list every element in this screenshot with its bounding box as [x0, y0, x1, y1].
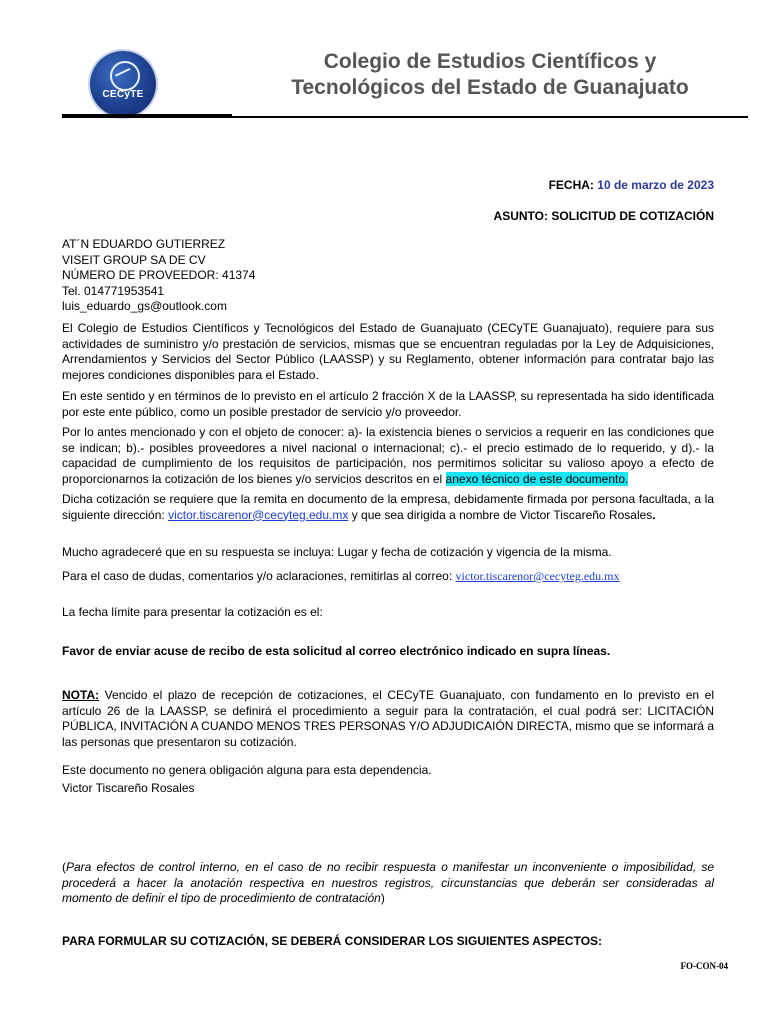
addressee-email: luis_eduardo_gs@outlook.com: [62, 299, 227, 313]
date-value: 10 de marzo de 2023: [597, 178, 714, 192]
paragraph-5: Mucho agradeceré que en su respuesta se incluya: Lugar y fecha de cotización y vigencia de la misma.: [62, 545, 612, 559]
note-paragraph: NOTA: Vencido el plazo de recepción de cotizaciones, el CECyTE Guanajuato, con fundamento en lo previsto en el artículo 26 de la LAASSP, se definirá el procedimiento a seguir para la contratación, el cual podrá ser: LICITACIÓN PÚBLICA, INVITACIÓN A CUANDO MENOS TRES PERSONAS Y/O ADJUDICAIÓN DIRECTA, mismo que se informará a las personas que presentaron su cotización.: [62, 688, 714, 749]
subject-line: ASUNTO: SOLICITUD DE COTIZACIÓN: [493, 209, 714, 223]
date-line: [549, 178, 714, 192]
acknowledgement-request: Favor de enviar acuse de recibo de esta solicitud al correo electrónico indicado en supra líneas.: [62, 644, 611, 658]
paragraph-3-text: Por lo antes mencionado y con el objeto de conocer: a)- la existencia bienes o servicios a requerir en las condiciones que se indican; b).- posibles proveedores a nivel nacional o internacional; c).- el precio estimado de lo requerido, y d).- la capacidad de cumplimiento de los requisitos de participación, nos permitimos solicitar su valioso apoyo a efecto de proporcionarnos la cotización de los bienes y/o servicios descritos en el: [62, 425, 714, 486]
aspects-heading: PARA FORMULAR SU COTIZACIÓN, SE DEBERÁ CONSIDERAR LOS SIGUIENTES ASPECTOS:: [62, 934, 603, 948]
addressee-company: VISEIT GROUP SA DE CV: [62, 252, 206, 267]
no-obligation-line: Este documento no genera obligación alguna para esta dependencia.: [62, 763, 432, 777]
addressee-supplier-number: NÚMERO DE PROVEEDOR: 41374: [62, 268, 256, 282]
addressee-phone: Tel. 014771953541: [62, 283, 165, 298]
date-label: FECHA:: [548, 178, 594, 192]
institution-title: [270, 49, 710, 101]
deadline-line: La fecha límite para presentar la cotización es el:: [62, 605, 323, 619]
form-code: FO-CON-04: [680, 961, 728, 971]
contact-email-link-2[interactable]: victor.tiscarenor@cecyteg.edu.mx: [455, 569, 620, 583]
addressee-block: [62, 237, 714, 315]
paragraph-2: En este sentido y en términos de lo previsto en el artículo 2 fracción X de la LAASSP, su representada ha sido identificada por este ente público, como un posible prestador de servicio y/o proveedor.: [62, 389, 714, 419]
title-line-2: Tecnológicos del Estado de Guanajuato: [291, 76, 689, 99]
annex-highlight: anexo técnico de este documento.: [445, 471, 629, 486]
logo-emblem-icon: [110, 61, 140, 91]
paragraph-4: Dicha cotización se requiere que la remita en documento de la empresa, debidamente firmada por persona facultada, a la siguiente dirección: victor.tiscarenor@cecyteg.edu.mx y que sea dirigida a nombre de Victor Tiscareño Rosales.: [62, 492, 714, 522]
paragraph-3: [62, 425, 714, 487]
logo-text: CECyTE: [102, 89, 144, 100]
contact-email-link[interactable]: victor.tiscarenor@cecyteg.edu.mx: [168, 507, 349, 522]
header-rule: [62, 116, 748, 118]
paragraph-6: Para el caso de dudas, comentarios y/o aclaraciones, remitirlas al correo: victor.tiscarenor@cecyteg.edu.mx: [62, 569, 620, 583]
signature-name: Victor Tiscareño Rosales: [62, 781, 195, 795]
cecyte-logo: [90, 51, 156, 117]
addressee-name: AT´N EDUARDO GUTIERREZ: [62, 237, 226, 251]
title-line-1: Colegio de Estudios Científicos y: [323, 50, 657, 73]
internal-control-note: (Para efectos de control interno, en el caso de no recibir respuesta o manifestar un inconveniente o imposibilidad, se procederá a hacer la anotación respectiva en nuestros registros, circunstancias que deberán ser consideradas al momento de definir el tipo de procedimiento de contratación): [62, 860, 714, 905]
paragraph-1: El Colegio de Estudios Científicos y Tecnológicos del Estado de Guanajuato (CECyTE Guanajuato), requiere para sus actividades de suministro y/o prestación de servicios, mismas que se encuentran reguladas por la Ley de Adquisiciones, Arrendamientos y Servicios del Sector Público (LAASSP) y su Reglamento, obtener información para contratar bajo las mejores condiciones disponibles para el Estado.: [62, 321, 714, 382]
note-label: NOTA:: [62, 688, 100, 702]
